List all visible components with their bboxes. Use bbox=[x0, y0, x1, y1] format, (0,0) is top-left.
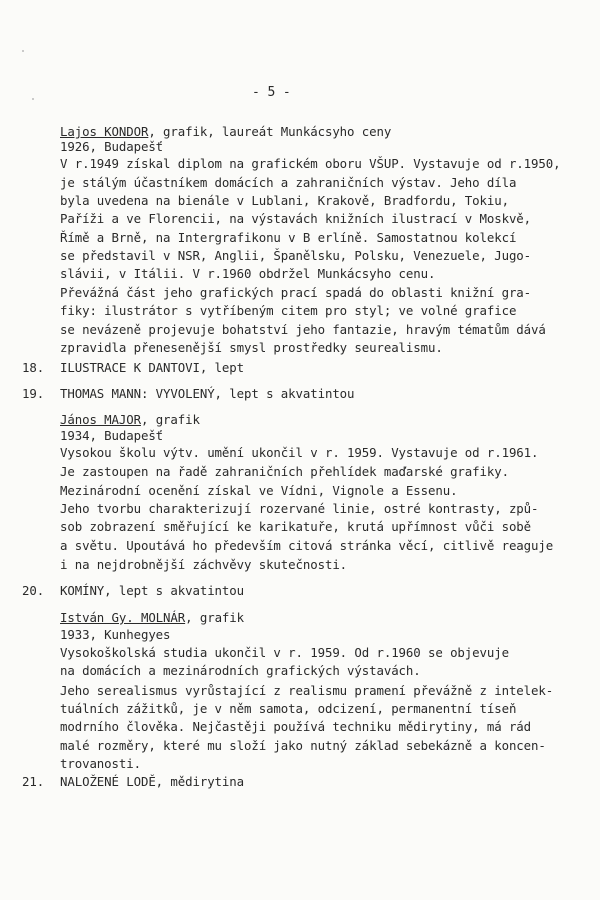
text-line: na domácích a mezinárodních grafických výstavách. bbox=[60, 663, 421, 678]
text-line: tuálních zážitků, je v něm samota, odcizení, permanentní tíseň bbox=[60, 701, 517, 716]
item-number: 19. bbox=[22, 386, 45, 401]
text-line: Převážná část jeho grafických prací spadá do oblasti knižní gra- bbox=[60, 285, 532, 300]
text-line: byla uvedena na bienále v Lublani, Krakově, Bradfordu, Tokiu, bbox=[60, 193, 509, 208]
page-number: - 5 - bbox=[252, 85, 291, 100]
artist-heading bbox=[60, 611, 244, 625]
text-line: 1933, Kunhegyes bbox=[60, 627, 171, 642]
scan-speck bbox=[22, 50, 24, 52]
text-line: sob zobrazení směřující ke karikatuře, krutá upřímnost vůči sobě bbox=[60, 519, 532, 534]
artist-role: , grafik bbox=[140, 412, 200, 427]
item-number: 20. bbox=[22, 583, 45, 598]
text-line: zpravidla přenesenější smysl prostředky seurealismu. bbox=[60, 340, 443, 355]
text-line: slávii, v Itálii. V r.1960 obdržel Munkácsyho cenu. bbox=[60, 266, 436, 281]
text-line: a světu. Upoutává ho především citová stránka věcí, citlivě reaguje bbox=[60, 538, 554, 553]
text-line: 1926, Budapešť bbox=[60, 139, 164, 154]
text-line: se nevázeně projevuje bohatství jeho fantazie, hravým tématům dává bbox=[60, 322, 546, 337]
artist-heading bbox=[60, 125, 391, 139]
artist-role: , grafik bbox=[185, 610, 245, 625]
text-line: i na nejdrobnější záchvěvy skutečnosti. bbox=[60, 557, 348, 572]
text-line: modrního člověka. Nejčastěji používá techniku mědirytiny, má rád bbox=[60, 719, 532, 734]
text-line: Jeho tvorbu charakterizují rozervané linie, ostré kontrasty, způ- bbox=[60, 501, 539, 516]
artist-name: István Gy. MOLNÁR bbox=[60, 610, 186, 625]
text-line: malé rozměry, které mu složí jako nutný základ sebekázně a koncen- bbox=[60, 738, 546, 753]
scan-speck bbox=[32, 98, 34, 100]
artwork-title: THOMAS MANN: VYVOLENÝ, lept s akvatintou bbox=[60, 386, 355, 401]
text-line: trovanosti. bbox=[60, 756, 141, 771]
item-number: 21. bbox=[22, 774, 45, 789]
text-line: Vysokoškolská studia ukončil v r. 1959. Od r.1960 se objevuje bbox=[60, 645, 509, 660]
text-line: fiky: ilustrátor s vytříbeným citem pro styl; ve volné grafice bbox=[60, 303, 517, 318]
text-line: 1934, Budapešť bbox=[60, 428, 164, 443]
text-line: je stálým účastníkem domácích a zahraničních výstav. Jeho díla bbox=[60, 175, 517, 190]
text-line: Jeho serealismus vyrůstající z realismu pramení převážně z intelek- bbox=[60, 683, 554, 698]
artwork-title: NALOŽENÉ LODĚ, mědirytina bbox=[60, 774, 244, 789]
item-number: 18. bbox=[22, 360, 45, 375]
artist-heading bbox=[60, 413, 200, 427]
artist-role: , grafik, laureát Munkácsyho ceny bbox=[148, 124, 392, 139]
text-line: Vysokou školu výtv. umění ukončil v r. 1959. Vystavuje od r.1961. bbox=[60, 445, 539, 460]
artwork-title: ILUSTRACE K DANTOVI, lept bbox=[60, 360, 244, 375]
text-line: se představil v NSR, Anglii, Španělsku, Polsku, Venezuele, Jugo- bbox=[60, 248, 532, 263]
artist-name: János MAJOR bbox=[60, 412, 141, 427]
text-line: Je zastoupen na řadě zahraničních přehlídek maďarské grafiky. bbox=[60, 464, 509, 479]
text-line: Římě a Brně, na Intergrafikonu v B erlíně. Samostatnou kolekcí bbox=[60, 230, 517, 245]
text-line: Mezinárodní ocenění získal ve Vídni, Vignole a Essenu. bbox=[60, 483, 458, 498]
artist-name: Lajos KONDOR bbox=[60, 124, 149, 139]
artwork-title: KOMÍNY, lept s akvatintou bbox=[60, 583, 244, 598]
text-line: V r.1949 získal diplom na grafickém oboru VŠUP. Vystavuje od r.1950, bbox=[60, 156, 561, 171]
text-line: Paříži a ve Florencii, na výstavách knižních ilustrací v Moskvě, bbox=[60, 211, 532, 226]
